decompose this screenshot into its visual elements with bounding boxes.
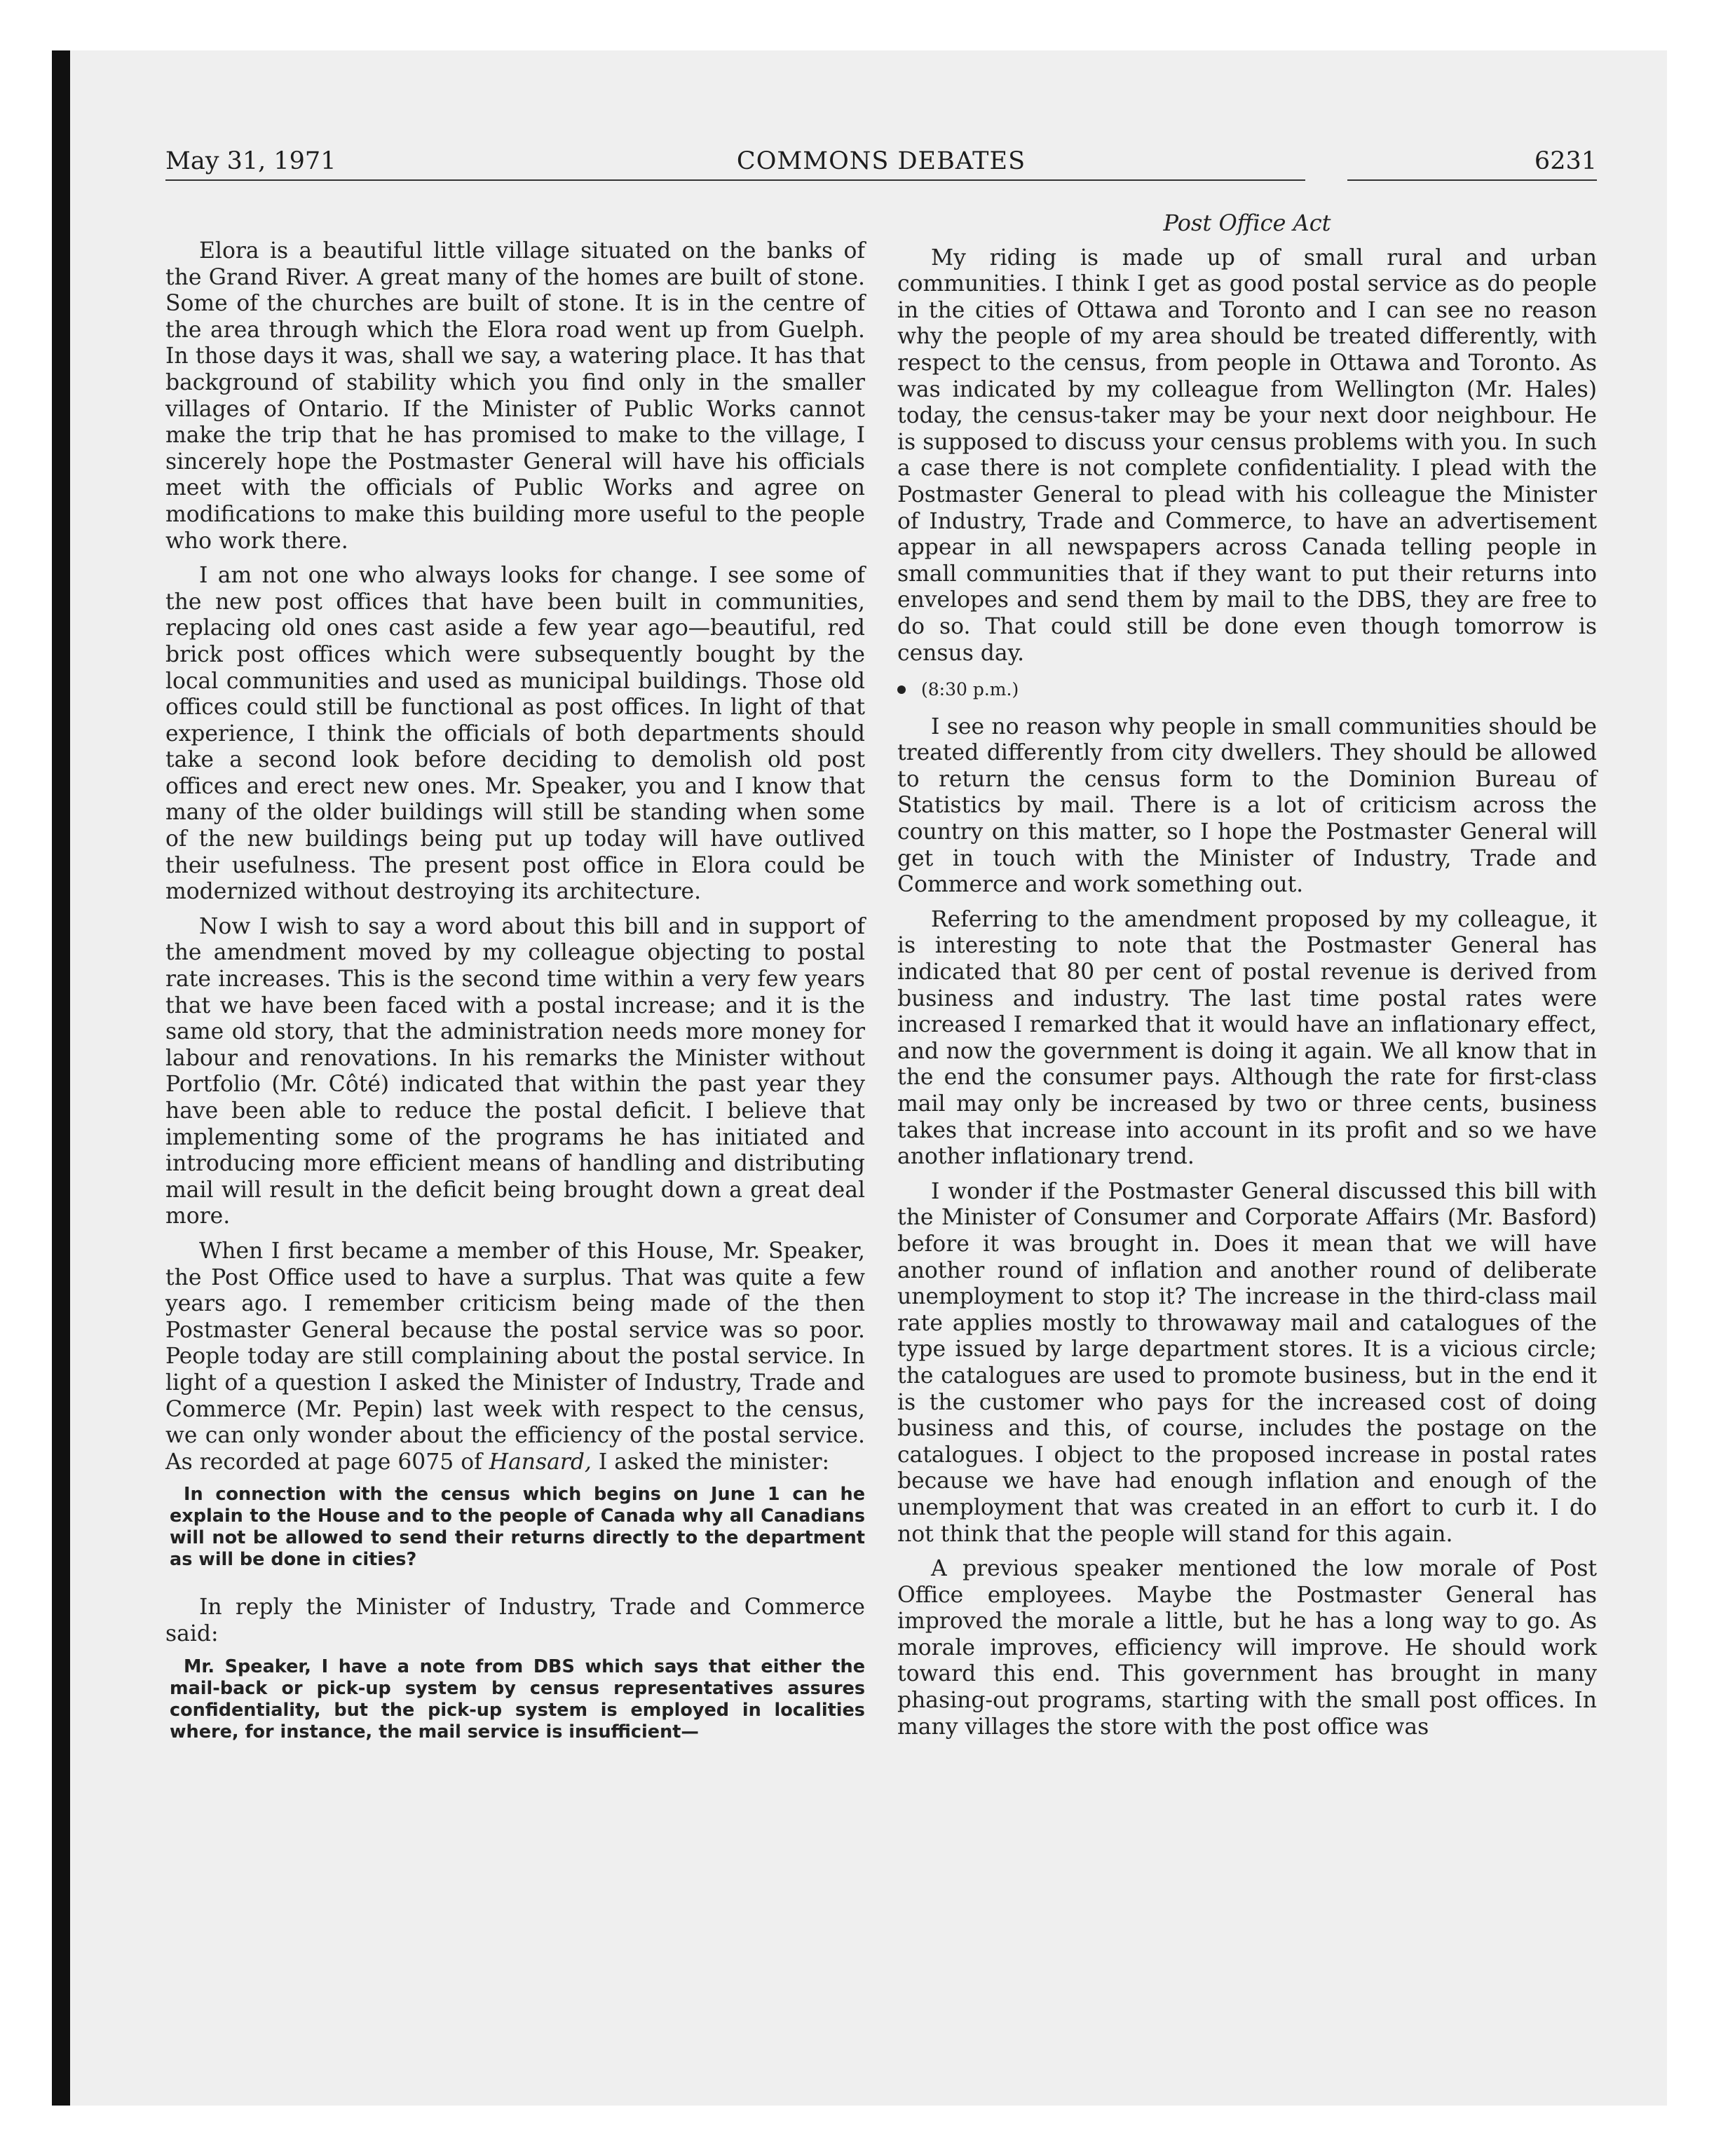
block-quote: In connection with the census which begins on June 1 can he explain to the House and to the people of Canada why all Canadians will not be allowed to send their returns directly to the department as will be done in cities? [170,1484,865,1571]
running-header [165,147,1597,184]
timestamp-marker [897,676,1597,703]
block-quote: Mr. Speaker, I have a note from DBS which says that either the mail-back or pick-up system by census representatives assures confidentiality, but the pick-up system is employed in localities where, for instance, the mail service is insufficient— [170,1656,865,1742]
paragraph-text: I asked the minister: [591,1449,830,1475]
timestamp-text: (8:30 p.m.) [921,679,1019,700]
section-subheading: Post Office Act [1163,210,1331,236]
header-page-number: 6231 [1534,147,1597,175]
header-date: May 31, 1971 [165,147,336,175]
hansard-reference: Hansard, [489,1449,592,1475]
header-rule-right [1347,179,1597,181]
paragraph: Elora is a beautiful little village situated on the banks of the Grand River. A great many of the homes are built of stone. Some of the churches are built of stone. It is in the centre of the area through which the Elora road went up from Guelph. In those days it was, shall we say, a watering place. It has that background of stability which you find only in the smaller villages of Ontario. If the Minister of Public Works cannot make the trip that he has promised to make to the village, I sincerely hope the Postmaster General will have his officials meet with the officials of Public Works and agree on modifications to make this building more useful to the people who work there. [165,238,865,554]
header-rule [165,179,1305,181]
paragraph: My riding is made up of small rural and urban communities. I think I get as good postal service as do people in the cities of Ottawa and Toronto and I can see no reason why the people of my area should be treated differently, with respect to the census, from people in Ottawa and Toronto. As was indicated by my colleague from Wellington (Mr. Hales) today, the census-taker may be your next door neighbour. He is supposed to discuss your census problems with you. In such a case there is not complete confidentiality. I plead with the Postmaster General to plead with his colleague the Minister of Industry, Trade and Commerce, to have an advertisement appear in all newspapers across Canada telling people in small communities that if they want to put their returns into envelopes and send them by mail to the DBS, they are free to do so. That could still be done even though tomorrow is census day. [897,245,1597,666]
paragraph [165,1239,865,1475]
paragraph: In reply the Minister of Industry, Trade and Commerce said: [165,1595,865,1646]
bullet-icon [897,685,906,694]
paragraph: Now I wish to say a word about this bill and in support of the amendment moved by my colleague objecting to postal rate increases. This is the second time within a very few years that we have been faced with a postal increase; and it is the same old story, that the administration needs more money for labour and renovations. In his remarks the Minister without Portfolio (Mr. Côté) indicated that within the past year they have been able to reduce the postal deficit. I believe that implementing some of the programs he has initiated and introducing more efficient means of handling and distributing mail will result in the deficit being brought down a great deal more. [165,913,865,1229]
paragraph: Referring to the amendment proposed by my colleague, it is interesting to note that the Postmaster General has indicated that 80 per cent of postal revenue is derived from business and industry. The last time postal rates were increased I remarked that it would have an inflationary effect, and now the government is doing it again. We all know that in the end the consumer pays. Although the rate for first-class mail may only be increased by two or three cents, business takes that increase into account in its profit and so we have another inflationary trend. [897,906,1597,1170]
paragraph: I am not one who always looks for change. I see some of the new post offices that have been built in communities, replacing old ones cast aside a few year ago—beautiful, red brick post offices which were subsequently bought by the local communities and used as municipal buildings. Those old offices could still be functional as post offices. In light of that experience, I think the officials of both departments should take a second look before deciding to demolish old post offices and erect new ones. Mr. Speaker, you and I know that many of the older buildings will still be standing when some of the new buildings being put up today will have outlived their usefulness. The present post office in Elora could be modernized without destroying its architecture. [165,563,865,905]
paragraph-text: When I first became a member of this House, Mr. Speaker, the Post Office used to have a surplus. That was quite a few years ago. I remember criticism being made of the then Postmaster General because the postal service was so poor. People today are still complaining about the postal service. In light of a question I asked the Minister of Industry, Trade and Commerce (Mr. Pepin) last week with respect to the census, we can only wonder about the efficiency of the postal service. As recorded at page 6075 of [165,1238,865,1475]
paragraph: A previous speaker mentioned the low morale of Post Office employees. Maybe the Postmaster General has improved the morale a little, but he has a long way to go. As morale improves, efficiency will improve. He should work toward this end. This government has brought in many phasing-out programs, starting with the small post offices. In many villages the store with the post office was [897,1556,1597,1740]
binding-edge [52,50,70,2106]
right-column [897,210,1597,1749]
left-column [165,238,865,1743]
header-title: COMMONS DEBATES [736,147,1026,175]
paragraph: I see no reason why people in small communities should be treated differently from city dwellers. They should be allowed to return the census form to the Dominion Bureau of Statistics by mail. There is a lot of criticism across the country on this matter, so I hope the Postmaster General will get in touch with the Minister of Industry, Trade and Commerce and work something out. [897,714,1597,898]
paragraph: I wonder if the Postmaster General discussed this bill with the Minister of Consumer and Corporate Affairs (Mr. Basford) before it was brought in. Does it mean that we will have another round of inflation and another round of deliberate unemployment to stop it? The increase in the third-class mail rate applies mostly to throwaway mail and catalogues of the type issued by large department stores. It is a vicious circle; the catalogues are used to promote business, but in the end it is the customer who pays for the increased cost of doing business and this, of course, includes the postage on the catalogues. I object to the proposed increase in postal rates because we have had enough inflation and enough of the unemployment that was created in an effort to curb it. I do not think that the people will stand for this again. [897,1178,1597,1547]
